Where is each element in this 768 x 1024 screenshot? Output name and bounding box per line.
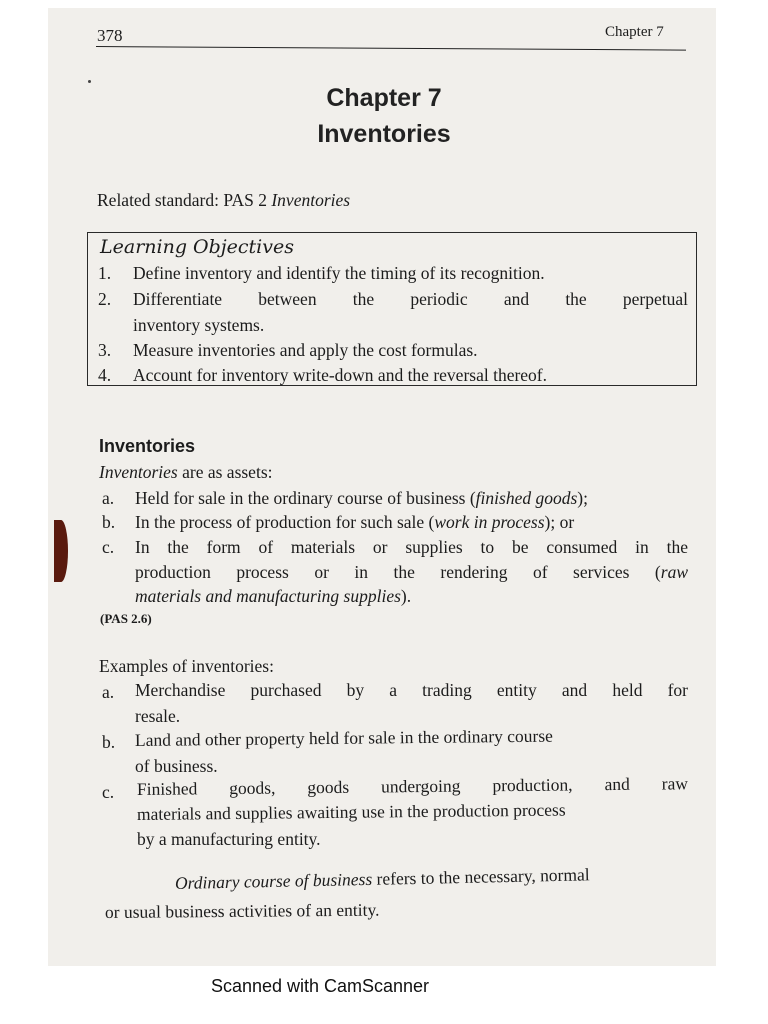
objective-text: Differentiate between the periodic and the perpetual bbox=[133, 289, 688, 309]
inventory-item-b bbox=[135, 512, 574, 533]
item-letter: a. bbox=[102, 488, 115, 508]
objective-text: Measure inventories and apply the cost formulas. bbox=[133, 340, 478, 360]
related-standard-label: Related standard: PAS 2 bbox=[97, 190, 272, 210]
inventory-item-c-cont bbox=[135, 586, 411, 607]
item-letter: a. bbox=[102, 682, 115, 702]
inventory-item-c-cont bbox=[135, 562, 688, 583]
chapter-title: Inventories bbox=[317, 120, 451, 148]
related-standard bbox=[97, 190, 350, 211]
example-item-c-cont: by a manufacturing entity. bbox=[137, 829, 321, 849]
scanner-watermark: Scanned with CamScanner bbox=[210, 976, 430, 996]
definition-text: refers to the necessary, normal bbox=[371, 864, 590, 889]
item-term: raw bbox=[660, 562, 688, 582]
objective-number: 1. bbox=[98, 263, 112, 283]
objective-text-cont: inventory systems. bbox=[133, 315, 265, 335]
scan-speck bbox=[88, 80, 91, 83]
inventory-item-c: In the form of materials or supplies to be consumed in the bbox=[135, 537, 688, 557]
example-item-a-cont: resale. bbox=[135, 706, 181, 726]
chapter-number: Chapter 7 bbox=[326, 84, 442, 112]
intro-rest: are as assets: bbox=[177, 462, 273, 482]
objective-number: 2. bbox=[98, 289, 112, 309]
related-standard-value: Inventories bbox=[271, 190, 351, 210]
item-text: ). bbox=[400, 586, 412, 606]
item-term: finished goods bbox=[475, 488, 578, 508]
objective-text: Account for inventory write-down and the reversal thereof. bbox=[133, 365, 548, 385]
item-term: materials and manufacturing supplies bbox=[135, 586, 401, 606]
item-text: In the process of production for such sale ( bbox=[135, 512, 435, 532]
binding-edge bbox=[54, 520, 68, 582]
running-header: Chapter 7 bbox=[605, 24, 664, 40]
defined-term: Ordinary course of business bbox=[174, 868, 373, 893]
objective-text: Define inventory and identify the timing of its recognition. bbox=[133, 263, 545, 283]
item-letter: b. bbox=[102, 512, 116, 532]
example-item-c: Finished goods, goods undergoing production, and raw bbox=[136, 773, 689, 799]
item-text: ); bbox=[577, 488, 588, 508]
example-item-b: Land and other property held for sale in the ordinary course bbox=[134, 725, 553, 750]
citation: (PAS 2.6) bbox=[100, 611, 152, 626]
item-text: Held for sale in the ordinary course of business ( bbox=[135, 488, 476, 508]
item-letter: b. bbox=[102, 732, 116, 752]
examples-heading: Examples of inventories: bbox=[99, 656, 274, 676]
item-letter: c. bbox=[102, 537, 115, 557]
example-item-c-cont: materials and supplies awaiting use in the production process bbox=[136, 799, 566, 824]
definition-line-cont: or usual business activities of an entity. bbox=[104, 899, 380, 922]
item-text: ); or bbox=[544, 512, 575, 532]
example-item-a: Merchandise purchased by a trading entity and held for bbox=[135, 680, 688, 700]
learning-objectives-heading: Learning Objectives bbox=[100, 236, 294, 258]
objective-number: 3. bbox=[98, 340, 112, 360]
item-letter: c. bbox=[102, 782, 115, 802]
section-heading: Inventories bbox=[99, 436, 196, 456]
intro-term: Inventories bbox=[99, 462, 178, 482]
item-text: production process or in the rendering of services ( bbox=[135, 562, 661, 582]
inventories-intro bbox=[99, 462, 273, 483]
inventory-item-a bbox=[135, 488, 588, 509]
page-number: 378 bbox=[97, 26, 123, 45]
item-term: work in process bbox=[434, 512, 545, 532]
example-item-b-cont: of business. bbox=[135, 756, 218, 776]
objective-number: 4. bbox=[98, 365, 112, 385]
